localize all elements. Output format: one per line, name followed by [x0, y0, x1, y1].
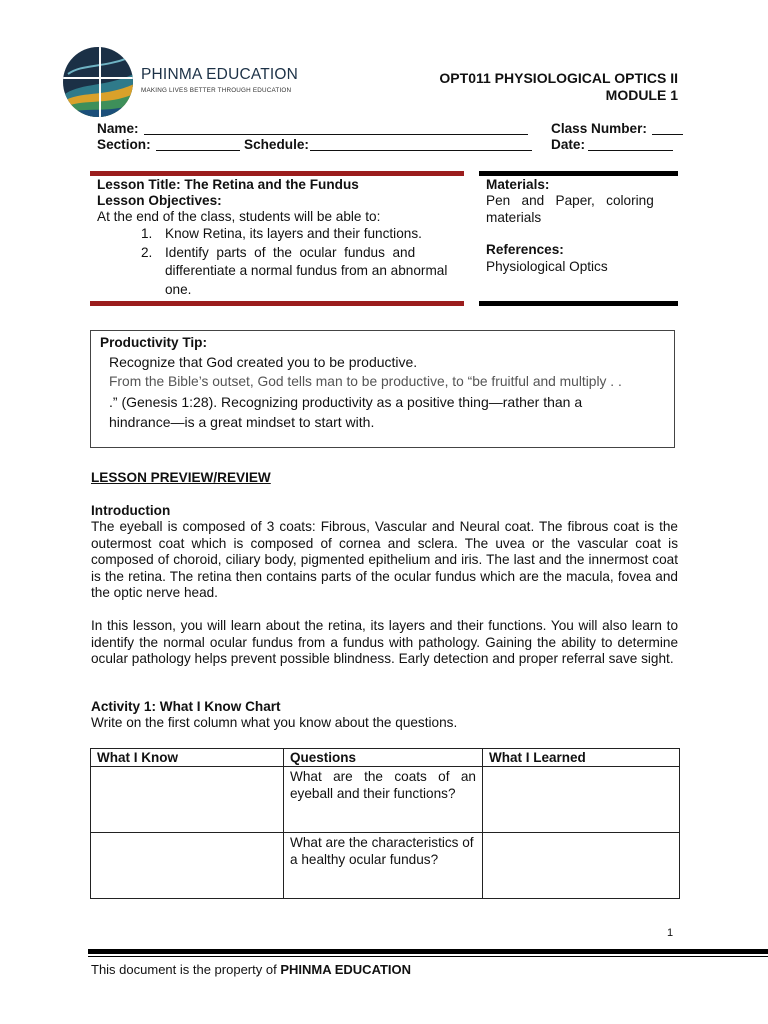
bottom-right-divider — [479, 301, 678, 306]
activity-heading: Activity 1: What I Know Chart — [91, 699, 281, 714]
activity-instruction: Write on the first column what you know about the questions. — [91, 715, 458, 730]
tip-line: hindrance—is a great mindset to start with. — [109, 414, 375, 430]
class-number-label: Class Number: — [551, 121, 647, 136]
preview-heading: LESSON PREVIEW/REVIEW — [91, 470, 271, 485]
property-notice — [91, 962, 411, 977]
materials-text: Pen and Paper, coloring — [486, 193, 654, 208]
references-heading: References: — [486, 242, 564, 257]
what-i-learned-cell[interactable] — [483, 767, 680, 833]
section-field[interactable] — [156, 137, 240, 151]
top-right-divider — [479, 171, 678, 176]
introduction-paragraph: The eyeball is composed of 3 coats: Fibrous, Vascular and Neural coat. The fibrous coat is the outermost coat which is composed of cornea and sclera. The uvea or the vascular coat is composed of choroid, ciliary body, pigmented epithelium and iris. The last and the innermost coat is the retina. The retina then contains parts of the ocular fundus which are the macula, fovea and the optic nerve head. — [91, 519, 678, 600]
objective-text: Know Retina, its layers and their functions. — [165, 226, 422, 241]
objectives-intro: At the end of the class, students will be able to: — [97, 209, 381, 224]
tip-line: From the Bible’s outset, God tells man to be productive, to “be fruitful and multiply . . — [109, 374, 622, 389]
what-i-know-cell[interactable] — [91, 833, 284, 899]
course-title: OPT011 PHYSIOLOGICAL OPTICS II — [439, 70, 678, 86]
name-field[interactable] — [144, 121, 528, 135]
references-text: Physiological Optics — [486, 259, 608, 274]
property-prefix: This document is the property of — [91, 962, 277, 977]
introduction-heading: Introduction — [91, 503, 171, 518]
column-header-what-i-learned: What I Learned — [483, 749, 680, 767]
footer-divider-thin — [88, 956, 768, 957]
schedule-label: Schedule: — [244, 137, 309, 152]
materials-heading: Materials: — [486, 177, 550, 192]
question-cell: What are the coats of an eyeball and their functions? — [284, 767, 483, 833]
module-label: MODULE 1 — [605, 87, 678, 103]
page-number: 1 — [667, 927, 674, 939]
objective-text: one. — [165, 281, 192, 297]
tip-line: Recognize that God created you to be productive. — [109, 354, 418, 370]
objective-text: differentiate a normal fundus from an abnormal — [165, 263, 448, 278]
materials-text: materials — [486, 210, 542, 225]
question-cell: What are the characteristics of a healthy ocular fundus? — [284, 833, 483, 899]
objective-number: 2. — [141, 244, 153, 260]
tip-heading: Productivity Tip: — [100, 335, 207, 350]
what-i-know-cell[interactable] — [91, 767, 284, 833]
what-i-know-chart — [90, 748, 680, 899]
lesson-title-text: The Retina and the Fundus — [184, 177, 359, 192]
date-field[interactable] — [588, 137, 673, 151]
column-header-questions: Questions — [284, 749, 483, 767]
schedule-field[interactable] — [310, 137, 532, 151]
brand-name: PHINMA EDUCATION — [141, 66, 299, 83]
section-label: Section: — [97, 137, 151, 152]
name-label: Name: — [97, 121, 139, 136]
lesson-title — [97, 177, 359, 192]
footer-divider — [88, 949, 768, 954]
objectives-list — [141, 225, 459, 299]
table-header-row — [91, 749, 680, 767]
table-row — [91, 767, 680, 833]
lesson-overview-paragraph: In this lesson, you will learn about the retina, its layers and their functions. You will also learn to identify the normal ocular fundus from a fundus with pathology. Gaining the ability to determine ocular pathology helps prevent possible blindness. Early detection and proper referral save sight. — [91, 618, 678, 666]
top-left-divider — [90, 171, 464, 176]
brand-tagline: MAKING LIVES BETTER THROUGH EDUCATION — [141, 87, 292, 94]
tip-line: .” (Genesis 1:28). Recognizing productivity as a positive thing—rather than a — [109, 394, 583, 410]
property-owner: PHINMA EDUCATION — [280, 962, 412, 977]
phinma-logo-icon — [62, 44, 134, 120]
objective-text: Identify parts of the ocular fundus and — [165, 244, 416, 260]
what-i-learned-cell[interactable] — [483, 833, 680, 899]
lesson-title-label: Lesson Title: — [97, 177, 181, 192]
class-number-field[interactable] — [652, 121, 683, 135]
date-label: Date: — [551, 137, 585, 152]
objective-item — [141, 244, 459, 300]
bottom-left-divider — [90, 301, 464, 306]
objectives-heading: Lesson Objectives: — [97, 193, 222, 208]
table-row — [91, 833, 680, 899]
objective-item — [141, 225, 459, 244]
objective-number: 1. — [141, 226, 153, 241]
column-header-what-i-know: What I Know — [91, 749, 284, 767]
